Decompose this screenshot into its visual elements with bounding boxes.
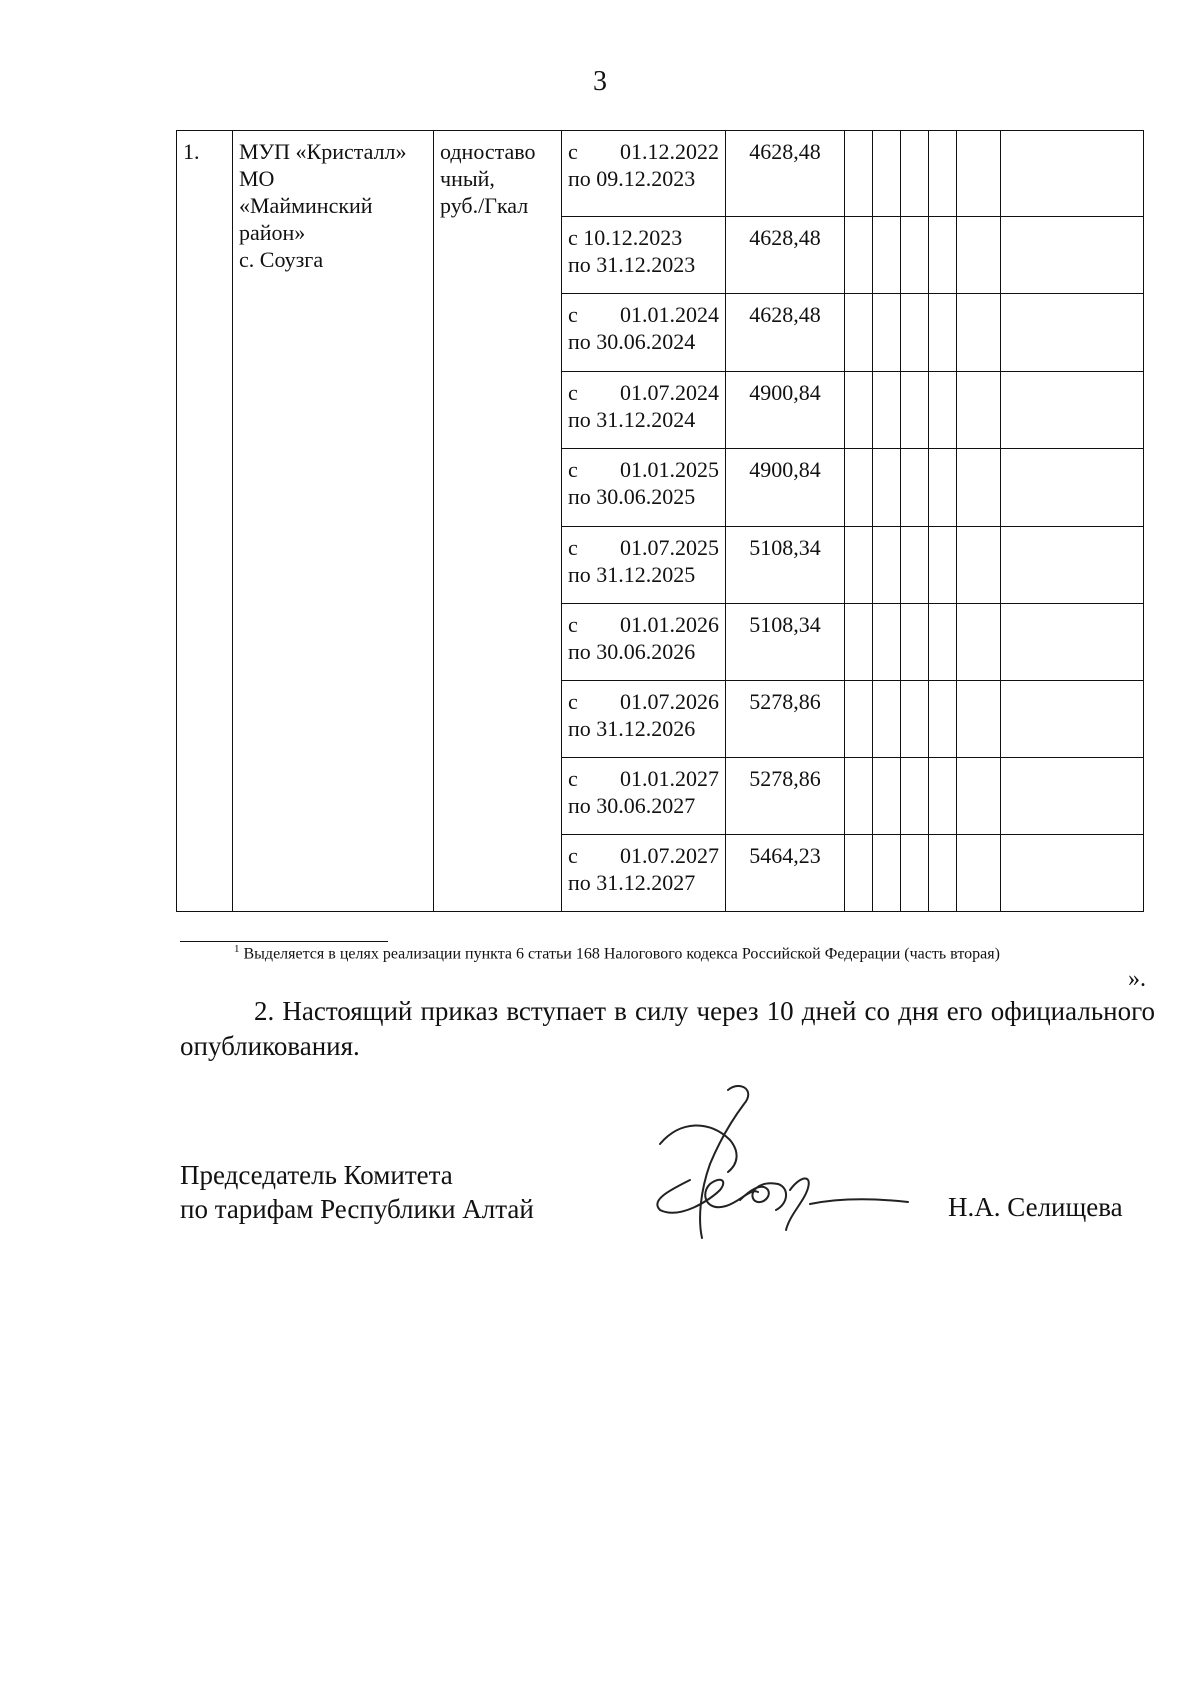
empty-cell bbox=[873, 294, 901, 372]
tariff-value: 4900,84 bbox=[749, 380, 821, 405]
empty-cell bbox=[929, 604, 957, 681]
period-from-part: 01.01.2024 bbox=[620, 302, 719, 327]
tariff-type-cell bbox=[434, 131, 562, 912]
signer-title bbox=[180, 1158, 534, 1226]
period-from bbox=[568, 765, 719, 792]
empty-cell bbox=[845, 131, 873, 217]
tariff-value: 4628,48 bbox=[749, 302, 821, 327]
empty-cell bbox=[957, 681, 1001, 758]
period-to: по 31.12.2024 bbox=[568, 407, 696, 432]
organization-line: район» bbox=[239, 220, 306, 245]
empty-cell bbox=[957, 372, 1001, 449]
signer-title-line-2: по тарифам Республики Алтай bbox=[180, 1194, 534, 1224]
table-row bbox=[177, 131, 1144, 217]
empty-cell bbox=[929, 131, 957, 217]
period-cell bbox=[562, 604, 726, 681]
organization-line: «Майминский bbox=[239, 193, 373, 218]
period-from-part: с bbox=[568, 689, 578, 714]
empty-cell bbox=[1001, 372, 1144, 449]
period-from bbox=[568, 138, 719, 165]
period-from-part: с bbox=[568, 302, 578, 327]
period-from-part: 01.12.2022 bbox=[620, 139, 719, 164]
period-from-part: 01.07.2024 bbox=[620, 380, 719, 405]
period-cell bbox=[562, 294, 726, 372]
period-from-part: с bbox=[568, 843, 578, 868]
period-from bbox=[568, 611, 719, 638]
tariff-value: 5108,34 bbox=[749, 612, 821, 637]
signer-name: Н.А. Селищева bbox=[948, 1192, 1123, 1222]
empty-cell bbox=[1001, 131, 1144, 217]
period-from-part: 01.01.2025 bbox=[620, 457, 719, 482]
period-from-part: 01.07.2025 bbox=[620, 535, 719, 560]
period-to: по 30.06.2025 bbox=[568, 484, 696, 509]
period-from-part: 01.01.2026 bbox=[620, 612, 719, 637]
footnote bbox=[234, 943, 1000, 963]
period-cell bbox=[562, 217, 726, 294]
period-cell bbox=[562, 131, 726, 217]
tariff-value-cell bbox=[726, 758, 845, 835]
empty-cell bbox=[901, 217, 929, 294]
empty-cell bbox=[1001, 294, 1144, 372]
empty-cell bbox=[957, 835, 1001, 912]
empty-cell bbox=[957, 604, 1001, 681]
empty-cell bbox=[901, 758, 929, 835]
tariff-type-line: чный, bbox=[440, 166, 495, 191]
period-from-part: с bbox=[568, 139, 578, 164]
tariff-type-line: одноставо bbox=[440, 139, 536, 164]
closing-quote: ». bbox=[1128, 966, 1146, 992]
empty-cell bbox=[929, 217, 957, 294]
period-from-part: с bbox=[568, 766, 578, 791]
effective-date-paragraph: 2. Настоящий приказ вступает в силу через 10 дней со дня его официального опубликования. bbox=[180, 996, 1155, 1061]
empty-cell bbox=[929, 294, 957, 372]
page-number: 3 bbox=[593, 66, 607, 97]
empty-cell bbox=[929, 681, 957, 758]
period-to: по 31.12.2023 bbox=[568, 252, 696, 277]
tariff-value-cell bbox=[726, 131, 845, 217]
empty-cell bbox=[901, 372, 929, 449]
footnote-rule bbox=[180, 941, 388, 942]
period-from bbox=[568, 842, 719, 869]
empty-cell bbox=[929, 527, 957, 604]
period-from-part: 01.07.2027 bbox=[620, 843, 719, 868]
period-to: по 31.12.2026 bbox=[568, 716, 696, 741]
empty-cell bbox=[845, 217, 873, 294]
period-from-part: с 10.12.2023 bbox=[568, 225, 683, 250]
empty-cell bbox=[873, 835, 901, 912]
empty-cell bbox=[901, 835, 929, 912]
empty-cell bbox=[845, 604, 873, 681]
empty-cell bbox=[873, 217, 901, 294]
period-cell bbox=[562, 835, 726, 912]
empty-cell bbox=[1001, 835, 1144, 912]
period-from-part: с bbox=[568, 380, 578, 405]
empty-cell bbox=[929, 835, 957, 912]
empty-cell bbox=[873, 372, 901, 449]
empty-cell bbox=[901, 131, 929, 217]
signer-title-line-1: Председатель Комитета bbox=[180, 1160, 453, 1190]
empty-cell bbox=[957, 217, 1001, 294]
organization-line: с. Соузга bbox=[239, 247, 324, 272]
empty-cell bbox=[957, 527, 1001, 604]
empty-cell bbox=[1001, 527, 1144, 604]
empty-cell bbox=[873, 758, 901, 835]
empty-cell bbox=[957, 758, 1001, 835]
tariff-value: 4628,48 bbox=[749, 139, 821, 164]
tariff-value-cell bbox=[726, 372, 845, 449]
period-cell bbox=[562, 681, 726, 758]
period-cell bbox=[562, 758, 726, 835]
row-number: 1. bbox=[183, 139, 200, 164]
empty-cell bbox=[873, 449, 901, 527]
tariff-value-cell bbox=[726, 449, 845, 527]
empty-cell bbox=[873, 131, 901, 217]
empty-cell bbox=[929, 758, 957, 835]
period-from bbox=[568, 301, 719, 328]
period-to: по 30.06.2027 bbox=[568, 793, 696, 818]
empty-cell bbox=[873, 604, 901, 681]
handwritten-signature bbox=[640, 1080, 920, 1260]
empty-cell bbox=[957, 131, 1001, 217]
empty-cell bbox=[845, 681, 873, 758]
tariff-type-line: руб./Гкал bbox=[440, 193, 529, 218]
organization-line: МО bbox=[239, 166, 275, 191]
empty-cell bbox=[929, 449, 957, 527]
tariff-value-cell bbox=[726, 681, 845, 758]
footnote-marker: 1 bbox=[234, 943, 240, 955]
tariff-table-body bbox=[177, 131, 1144, 912]
row-number-cell bbox=[177, 131, 233, 912]
organization-cell bbox=[233, 131, 434, 912]
tariff-value-cell bbox=[726, 835, 845, 912]
empty-cell bbox=[845, 758, 873, 835]
tariff-value-cell bbox=[726, 217, 845, 294]
empty-cell bbox=[1001, 604, 1144, 681]
empty-cell bbox=[845, 835, 873, 912]
period-from-part: 01.07.2026 bbox=[620, 689, 719, 714]
tariff-value-cell bbox=[726, 294, 845, 372]
period-to: по 09.12.2023 bbox=[568, 166, 696, 191]
empty-cell bbox=[845, 449, 873, 527]
period-cell bbox=[562, 527, 726, 604]
empty-cell bbox=[1001, 758, 1144, 835]
period-from-part: с bbox=[568, 612, 578, 637]
period-from bbox=[568, 379, 719, 406]
empty-cell bbox=[929, 372, 957, 449]
period-from-part: 01.01.2027 bbox=[620, 766, 719, 791]
period-from-part: с bbox=[568, 457, 578, 482]
tariff-value: 4628,48 bbox=[749, 225, 821, 250]
empty-cell bbox=[957, 294, 1001, 372]
empty-cell bbox=[957, 449, 1001, 527]
period-cell bbox=[562, 372, 726, 449]
empty-cell bbox=[901, 604, 929, 681]
period-to: по 31.12.2025 bbox=[568, 562, 696, 587]
period-from bbox=[568, 688, 719, 715]
period-to: по 30.06.2026 bbox=[568, 639, 696, 664]
empty-cell bbox=[845, 527, 873, 604]
empty-cell bbox=[1001, 449, 1144, 527]
footnote-text: Выделяется в целях реализации пункта 6 статьи 168 Налогового кодекса Российской Федерации (часть вторая) bbox=[243, 945, 1000, 963]
period-to: по 30.06.2024 bbox=[568, 329, 696, 354]
tariff-value: 5278,86 bbox=[749, 689, 821, 714]
tariff-table bbox=[176, 130, 1144, 912]
period-from bbox=[568, 456, 719, 483]
empty-cell bbox=[873, 681, 901, 758]
organization-line: МУП «Кристалл» bbox=[239, 139, 407, 164]
tariff-value: 4900,84 bbox=[749, 457, 821, 482]
empty-cell bbox=[901, 527, 929, 604]
tariff-value-cell bbox=[726, 604, 845, 681]
period-from bbox=[568, 534, 719, 561]
empty-cell bbox=[873, 527, 901, 604]
empty-cell bbox=[1001, 217, 1144, 294]
period-from bbox=[568, 224, 719, 251]
empty-cell bbox=[845, 372, 873, 449]
tariff-value-cell bbox=[726, 527, 845, 604]
empty-cell bbox=[901, 294, 929, 372]
period-to: по 31.12.2027 bbox=[568, 870, 696, 895]
period-cell bbox=[562, 449, 726, 527]
empty-cell bbox=[901, 449, 929, 527]
empty-cell bbox=[1001, 681, 1144, 758]
period-from-part: с bbox=[568, 535, 578, 560]
empty-cell bbox=[845, 294, 873, 372]
empty-cell bbox=[901, 681, 929, 758]
tariff-value: 5108,34 bbox=[749, 535, 821, 560]
tariff-value: 5464,23 bbox=[749, 843, 821, 868]
tariff-value: 5278,86 bbox=[749, 766, 821, 791]
